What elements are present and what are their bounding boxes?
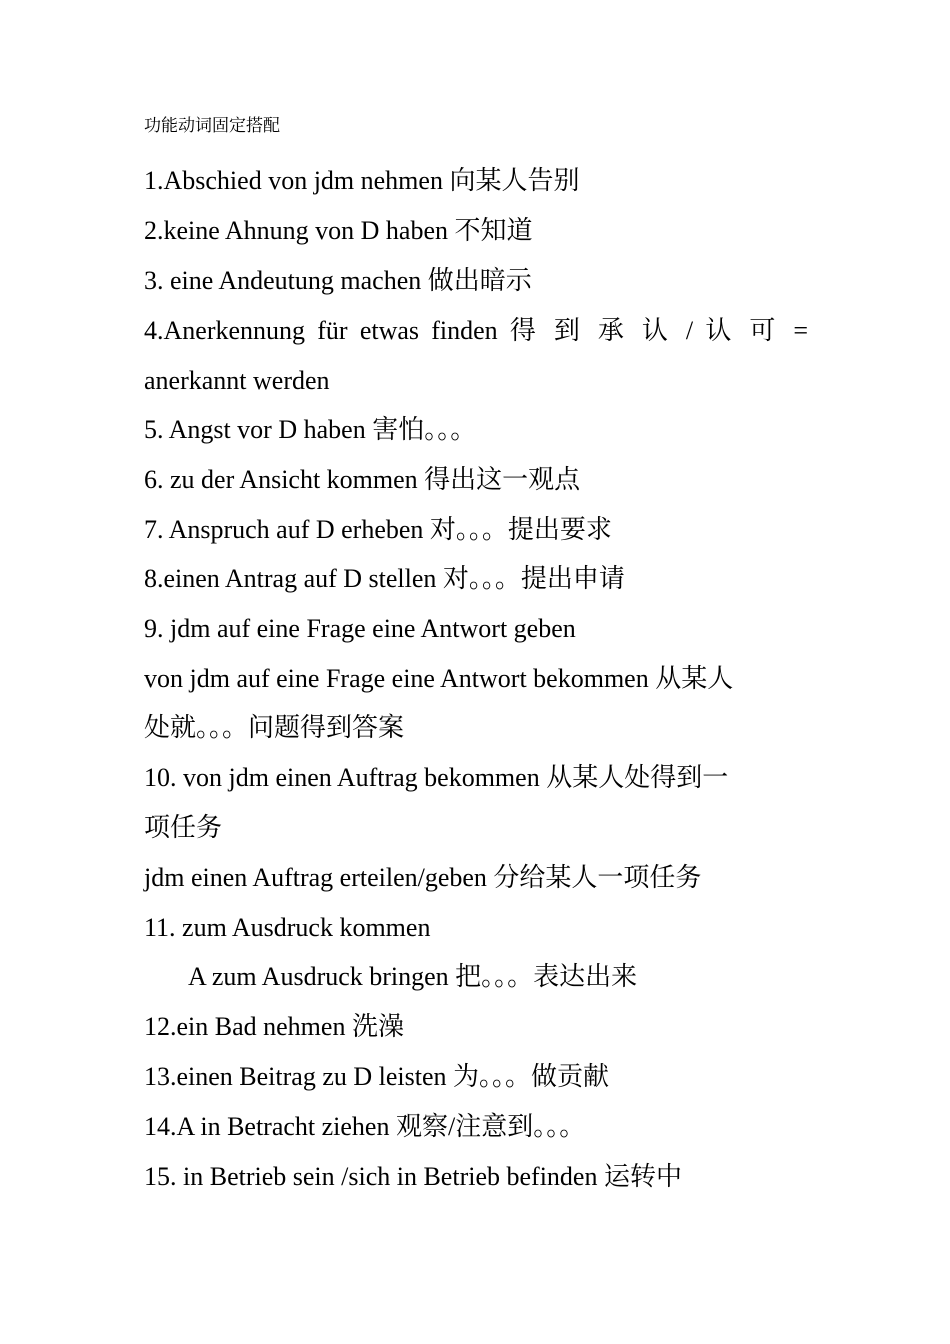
phrase-line-1: 1.Abschied von jdm nehmen 向某人告别 <box>144 166 580 195</box>
phrase-line-6: 6. zu der Ansicht kommen 得出这一观点 <box>144 465 581 494</box>
phrase-line-15: 15. in Betrieb sein /sich in Betrieb befinden 运转中 <box>144 1162 682 1191</box>
phrase-line-10-variant: jdm einen Auftrag erteilen/geben 分给某人一项任务 <box>144 863 702 892</box>
phrase-line-9-variant-continued: 处就。。。问题得到答案 <box>144 713 405 742</box>
phrase-line-11-variant: A zum Ausdruck bringen 把。。。表达出来 <box>188 962 638 991</box>
phrase-line-5: 5. Angst vor D haben 害怕。。。 <box>144 415 477 444</box>
phrase-line-8: 8.einen Antrag auf D stellen 对。。。提出申请 <box>144 564 625 593</box>
phrase-line-12: 12.ein Bad nehmen 洗澡 <box>144 1012 404 1041</box>
phrase-line-2: 2.keine Ahnung von D haben 不知道 <box>144 216 533 245</box>
phrase-line-7: 7. Anspruch auf D erheben 对。。。提出要求 <box>144 515 612 544</box>
phrase-line-13: 13.einen Beitrag zu D leisten 为。。。做贡献 <box>144 1062 610 1091</box>
phrase-line-9: 9. jdm auf eine Frage eine Antwort geben <box>144 614 576 643</box>
phrase-line-4: 4.Anerkennung für etwas finden 得 到 承 认 / 认 可 = <box>144 316 808 345</box>
phrase-line-9-variant: von jdm auf eine Frage eine Antwort bekommen 从某人 <box>144 664 734 693</box>
phrase-line-10-continued: 项任务 <box>144 813 223 842</box>
phrase-line-10: 10. von jdm einen Auftrag bekommen 从某人处得到一 <box>144 763 729 792</box>
phrase-line-4-continued: anerkannt werden <box>144 366 330 395</box>
phrase-line-3: 3. eine Andeutung machen 做出暗示 <box>144 266 532 295</box>
phrase-line-11: 11. zum Ausdruck kommen <box>144 913 431 942</box>
document-title: 功能动词固定搭配 <box>144 116 280 135</box>
phrase-line-14: 14.A in Betracht ziehen 观察/注意到。。。 <box>144 1112 586 1141</box>
